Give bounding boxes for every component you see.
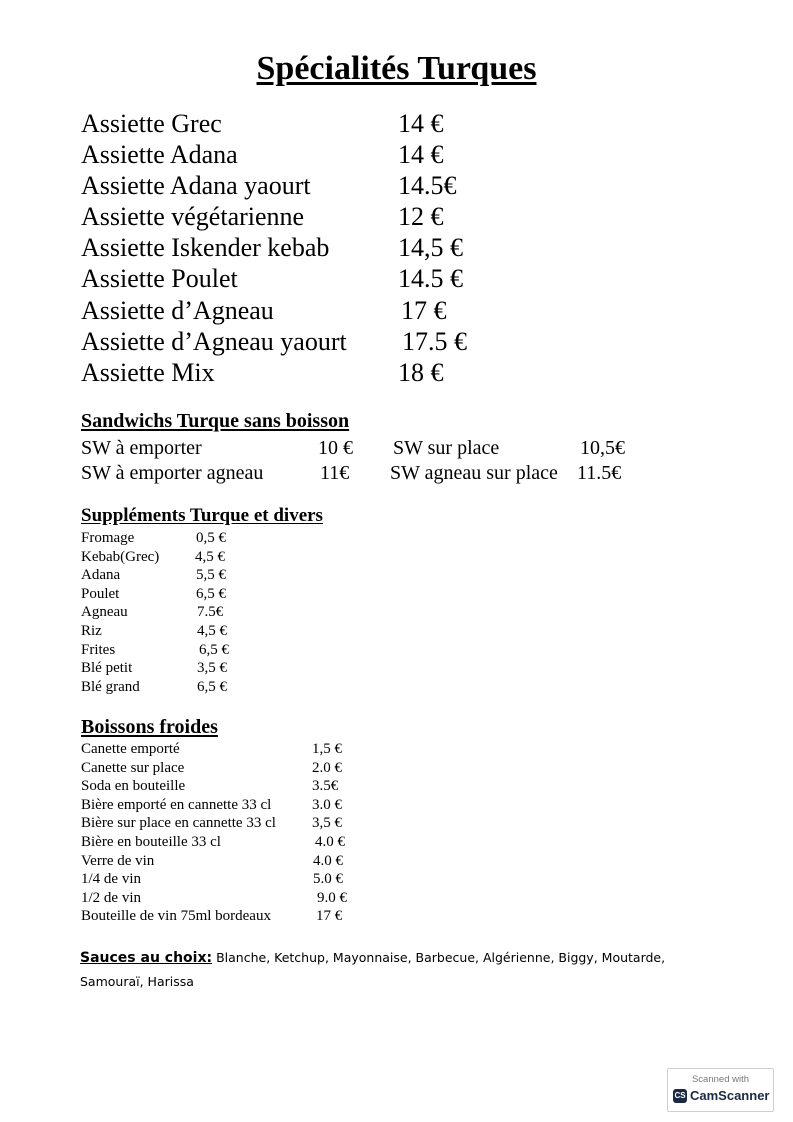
sandwich-price: 11.5€ [577,462,622,484]
list-item [81,357,444,388]
list-item [81,170,457,201]
sandwich-name: SW à emporter agneau [81,462,264,484]
list-item [81,326,467,357]
list-item [81,740,342,759]
list-item [81,622,227,641]
item-name: Agneau [81,604,128,621]
list-item [81,907,343,926]
supplements-list [81,529,229,696]
dish-name: Assiette Adana [81,140,238,170]
sandwich-name: SW sur place [393,437,500,459]
item-price: 7.5€ [197,604,224,621]
item-name: Frites [81,641,116,658]
dish-price: 17 € [401,295,447,325]
list-item [81,814,342,833]
list-item [81,232,463,263]
list-item [81,833,345,852]
dish-price: 14 € [398,140,444,170]
list-item [81,139,444,170]
sauces-note [80,946,680,993]
list-item [81,889,347,908]
item-name: Kebab(Grec) [81,548,160,565]
item-name: Bière sur place en cannette 33 cl [81,815,276,832]
item-price: 6,5 € [197,678,227,695]
dish-price: 12 € [398,202,444,232]
item-price: 3,5 € [197,660,227,677]
camscanner-watermark [667,1068,774,1112]
item-price: 3.5€ [312,778,339,795]
dish-price: 14.5 € [398,264,463,294]
list-item [81,585,226,604]
watermark-brand: CamScanner [690,1088,770,1103]
item-name: Bouteille de vin 75ml bordeaux [81,908,271,925]
list-item [81,263,463,294]
item-price: 0,5 € [196,530,226,546]
dish-price: 14 € [398,109,444,138]
dish-name: Assiette d’Agneau yaourt [81,326,347,356]
list-item [81,796,342,815]
item-price: 2.0 € [312,759,342,776]
watermark-caption: Scanned with [691,1074,750,1085]
item-name: Canette emporté [81,741,180,757]
item-price: 17 € [316,908,343,925]
list-item [81,108,444,139]
item-price: 4,5 € [195,548,225,565]
list-item [81,659,227,678]
dish-name: Assiette Grec [81,109,222,138]
sandwich-price: 11€ [320,462,350,484]
item-name: Verre de vin [81,852,155,869]
item-name: Poulet [81,585,120,602]
list-item [81,548,225,567]
item-price: 9.0 € [317,889,347,906]
item-name: Bière emporté en cannette 33 cl [81,796,272,813]
item-price: 4,5 € [197,622,227,639]
item-name: Soda en bouteille [81,778,186,795]
sandwich-price: 10 € [318,437,353,459]
list-item [81,852,343,871]
sandwiches-heading: Sandwichs Turque sans boisson [81,410,350,432]
drinks-list [81,740,347,926]
drinks-heading: Boissons froides [81,716,218,738]
main-dishes-list [81,108,467,388]
item-name: Bière en bouteille 33 cl [81,833,221,850]
item-price: 3.0 € [312,796,342,813]
item-name: Fromage [81,530,135,546]
item-name: Canette sur place [81,759,185,776]
dish-price: 14,5 € [398,233,463,263]
item-name: Adana [81,567,121,584]
dish-price: 17.5 € [402,326,467,356]
list-item [81,870,343,889]
item-name: 1/4 de vin [81,871,141,888]
list-item [81,678,227,697]
dish-name: Assiette Mix [81,357,215,387]
sauces-list: Blanche, Ketchup, Mayonnaise, Barbecue, Algérienne, Biggy, Moutarde, Samouraï, Harissa [80,950,666,989]
sandwich-price: 10,5€ [580,437,625,459]
sandwich-name: SW agneau sur place [390,462,558,484]
sandwich-name: SW à emporter [81,437,202,459]
page-title: Spécialités Turques [256,50,537,87]
item-name: Riz [81,622,102,639]
item-price: 3,5 € [312,815,342,832]
item-name: Blé petit [81,660,133,677]
camscanner-logo-icon: CS [673,1089,687,1103]
dish-name: Assiette d’Agneau [81,295,274,325]
item-name: 1/2 de vin [81,889,141,906]
dish-name: Assiette Poulet [81,264,238,294]
sauces-label: Sauces au choix: [80,950,213,966]
list-item [81,295,447,326]
dish-name: Assiette Iskender kebab [81,233,330,263]
item-price: 6,5 € [199,641,229,658]
list-item [81,759,342,778]
list-item [81,566,226,585]
dish-price: 14.5€ [398,171,457,201]
item-price: 4.0 € [313,852,343,869]
item-price: 6,5 € [196,585,226,602]
dish-price: 18 € [398,357,444,387]
item-price: 1,5 € [312,741,342,757]
item-price: 4.0 € [315,833,345,850]
dish-name: Assiette Adana yaourt [81,171,311,201]
list-item [81,201,444,232]
list-item [81,777,339,796]
item-price: 5.0 € [313,871,343,888]
list-item [81,603,224,622]
item-price: 5,5 € [196,567,226,584]
dish-name: Assiette végétarienne [81,202,305,232]
item-name: Blé grand [81,678,140,695]
list-item [81,529,226,548]
list-item [81,641,229,660]
supplements-heading: Suppléments Turque et divers [81,505,323,526]
